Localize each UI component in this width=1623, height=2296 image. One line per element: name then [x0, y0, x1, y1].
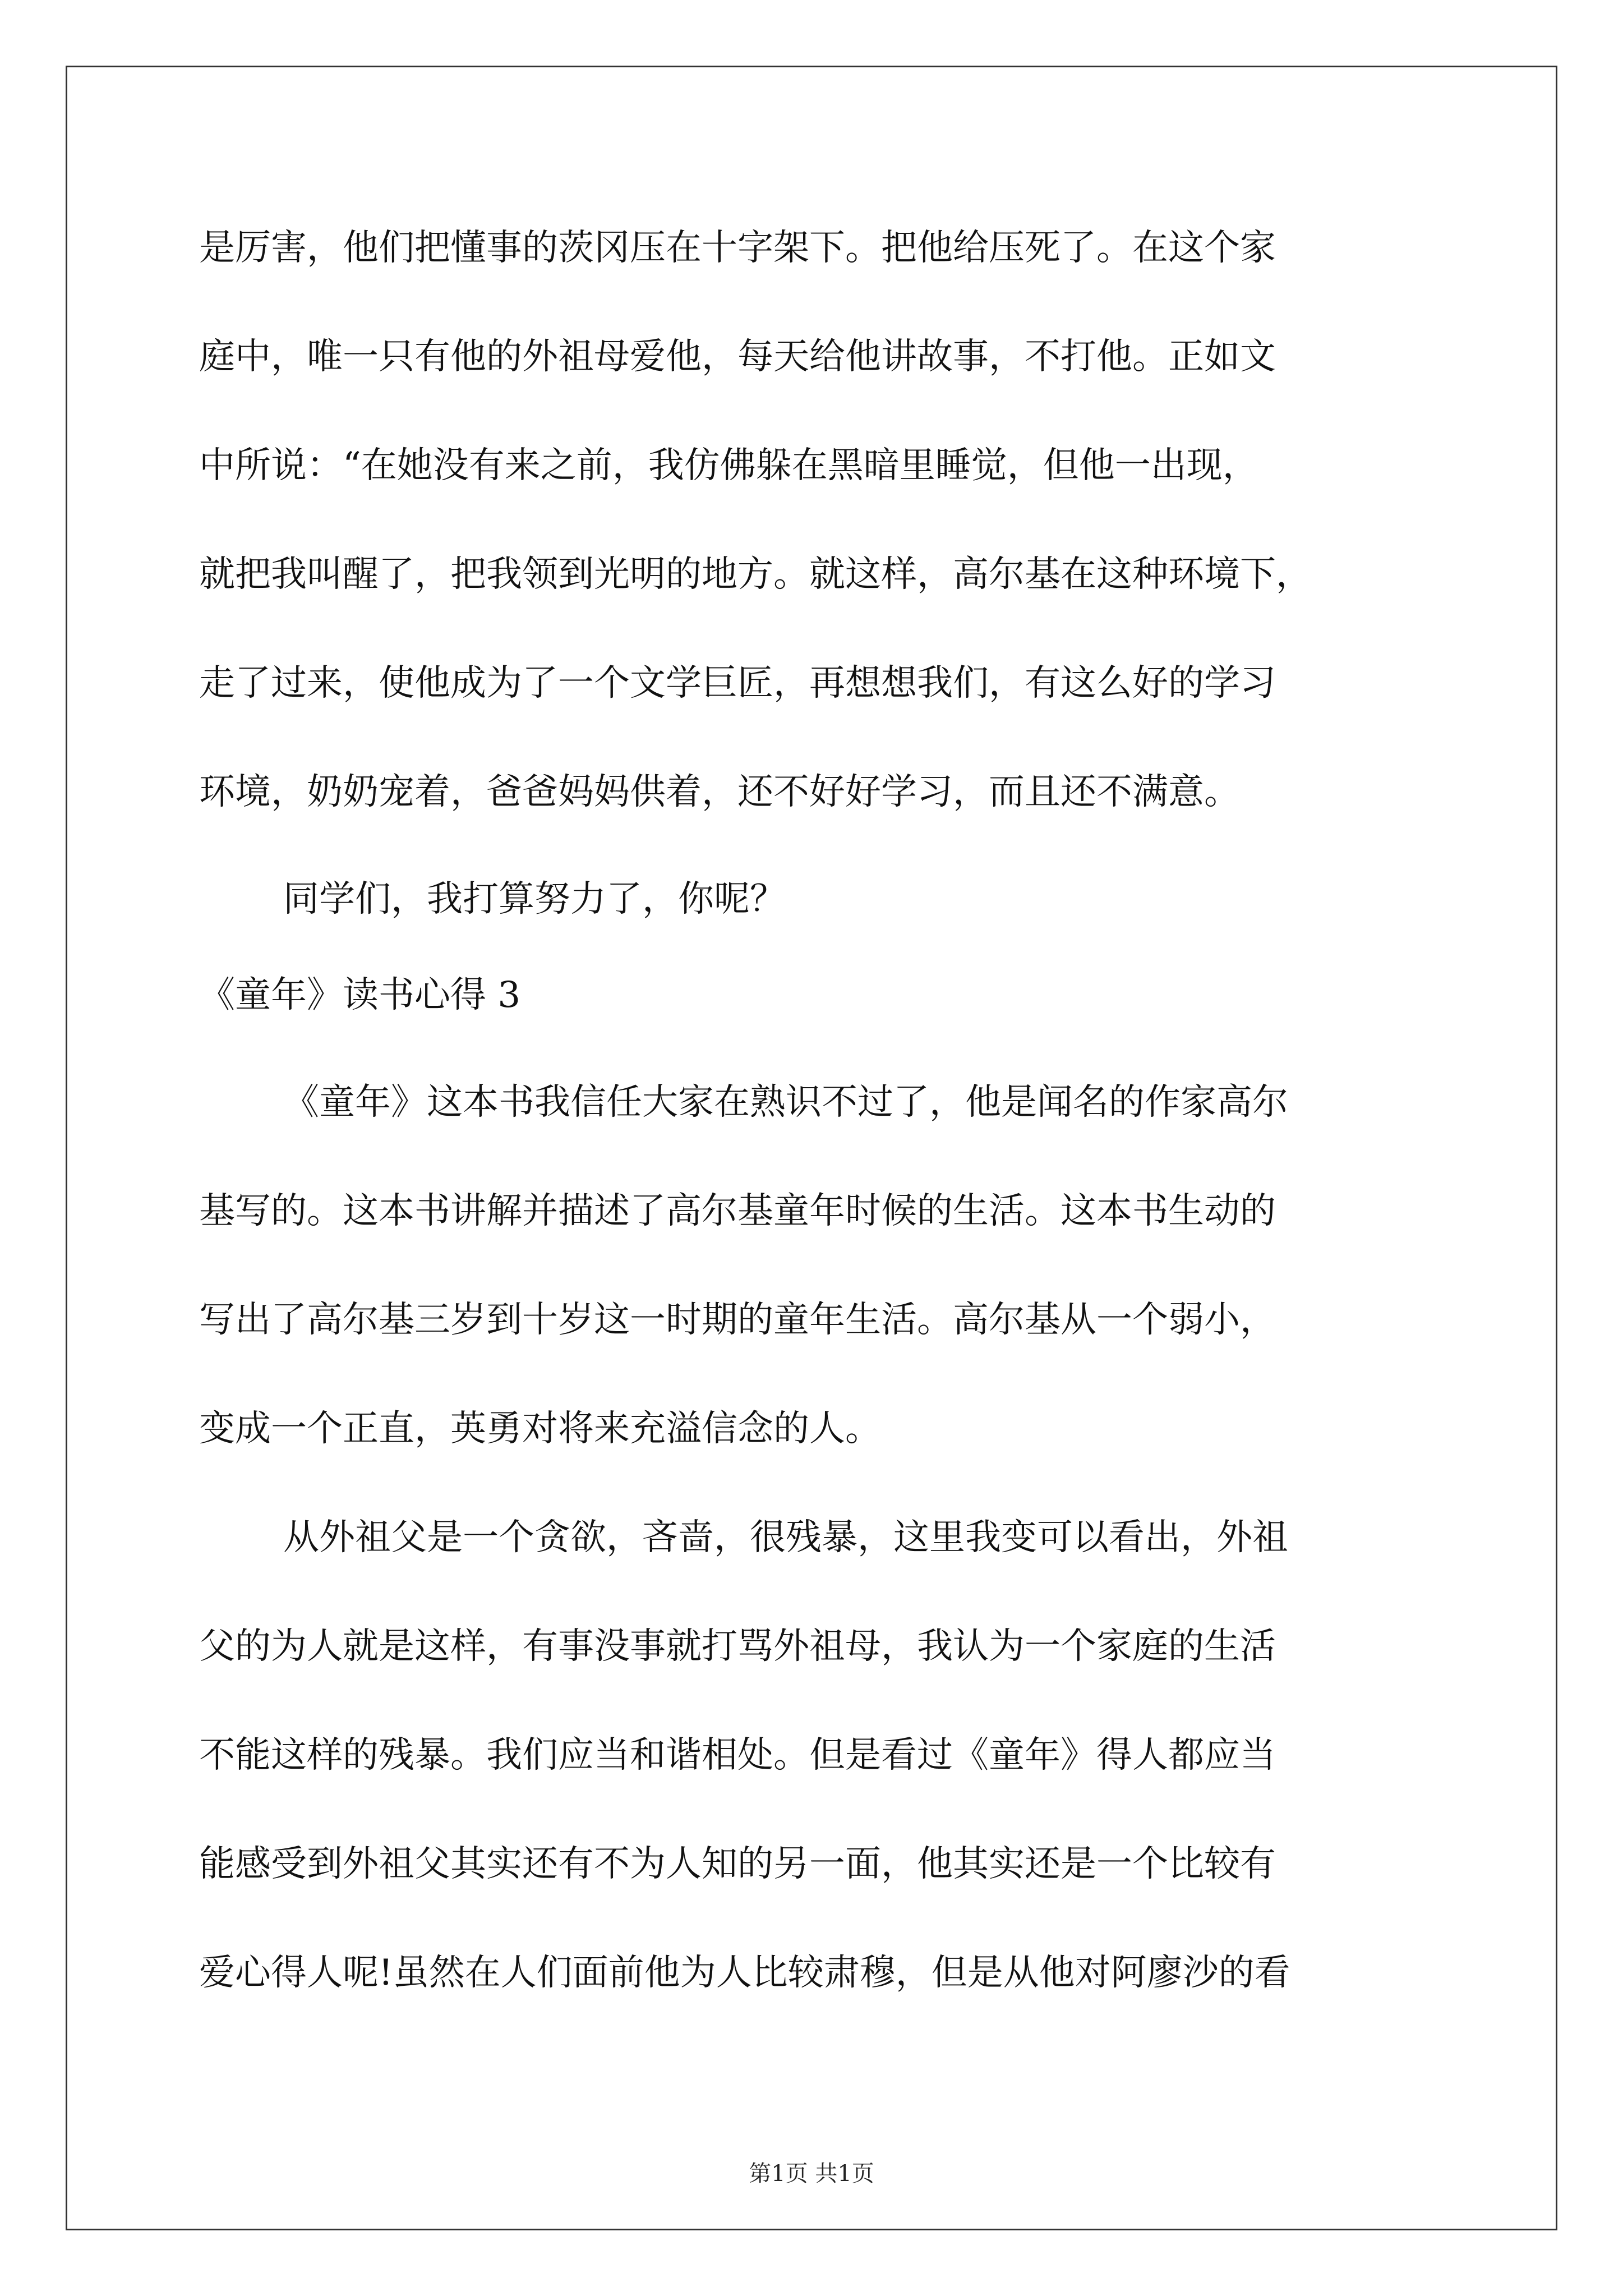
text-line: 就把我叫醒了，把我领到光明的地方。就这样，高尔基在这种环境下，	[199, 554, 1312, 595]
text-line: 环境，奶奶宠着，爸爸妈妈供着，还不好好学习，而且还不满意。	[199, 771, 1240, 813]
text-line: 变成一个正直，英勇对将来充溢信念的人。	[199, 1408, 881, 1450]
text-line: 走了过来，使他成为了一个文学巨匠，再想想我们，有这么好的学习	[199, 662, 1276, 704]
text-line: 基写的。这本书讲解并描述了高尔基童年时候的生活。这本书生动的	[199, 1190, 1276, 1232]
text-line: 中所说：“在她没有来之前，我仿佛躲在黑暗里睡觉，但他一出现，	[199, 445, 1258, 486]
page-border	[66, 66, 1557, 2230]
paragraph-line: 从外祖父是一个贪欲，吝啬，很残暴，这里我变可以看出，外祖	[283, 1517, 1288, 1558]
page-footer: 第1页 共1页	[749, 2161, 874, 2187]
text-line: 能感受到外祖父其实还有不为人知的另一面，他其实还是一个比较有	[199, 1843, 1276, 1885]
text-line: 写出了高尔基三岁到十岁这一时期的童年生活。高尔基从一个弱小，	[199, 1299, 1276, 1341]
paragraph-line: 同学们，我打算努力了，你呢？	[283, 878, 786, 920]
section-heading: 《童年》读书心得 3	[199, 974, 521, 1016]
text-line: 庭中，唯一只有他的外祖母爱他，每天给他讲故事，不打他。正如文	[199, 336, 1276, 378]
text-line: 父的为人就是这样，有事没事就打骂外祖母，我认为一个家庭的生活	[199, 1626, 1276, 1667]
text-line: 是厉害，他们把懂事的茨冈压在十字架下。把他给压死了。在这个家	[199, 227, 1276, 269]
text-line: 爱心得人呢!虽然在人们面前他为人比较肃穆，但是从他对阿廖沙的看	[199, 1952, 1290, 1994]
text-line: 不能这样的残暴。我们应当和谐相处。但是看过《童年》得人都应当	[199, 1734, 1276, 1776]
paragraph-line: 《童年》这本书我信任大家在熟识不过了，他是闻名的作家高尔	[283, 1082, 1288, 1123]
